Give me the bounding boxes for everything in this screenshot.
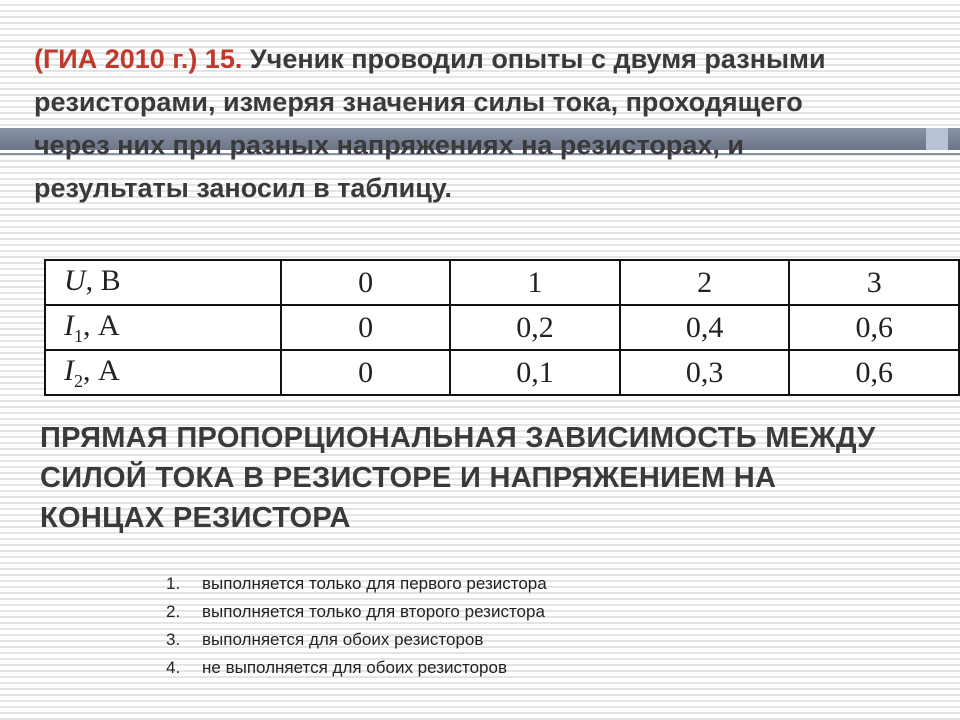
answer-option[interactable]	[166, 626, 547, 654]
table-row	[45, 260, 959, 305]
row-unit: , А	[83, 353, 120, 387]
row-header	[45, 305, 281, 350]
table-cell: 0,4	[620, 305, 790, 350]
question-text	[34, 38, 874, 210]
table-cell: 0,2	[450, 305, 620, 350]
decorative-square	[926, 128, 948, 150]
option-text: выполняется для обоих резисторов	[202, 630, 484, 649]
row-header	[45, 350, 281, 395]
option-text: выполняется только для первого резистора	[202, 574, 547, 593]
table-cell: 0,1	[450, 350, 620, 395]
option-number: 2.	[166, 602, 181, 621]
option-number: 1.	[166, 574, 181, 593]
question-source: (ГИА 2010 г.) 15.	[34, 44, 243, 74]
table-cell: 0	[281, 305, 450, 350]
row-symbol: I	[64, 308, 74, 342]
option-number: 4.	[166, 658, 181, 677]
statement-heading: ПРЯМАЯ ПРОПОРЦИОНАЛЬНАЯ ЗАВИСИМОСТЬ МЕЖДУ СИЛОЙ ТОКА В РЕЗИСТОРЕ И НАПРЯЖЕНИЕМ НА КОНЦАХ РЕЗИСТОРА	[40, 422, 876, 534]
option-text: не выполняется для обоих резисторов	[202, 658, 507, 677]
answer-option[interactable]	[166, 654, 547, 682]
option-number: 3.	[166, 630, 181, 649]
table-cell: 3	[789, 260, 959, 305]
measurements-table	[44, 259, 960, 396]
row-subscript: 2	[74, 370, 83, 391]
row-unit: , А	[83, 308, 120, 342]
answer-option[interactable]	[166, 598, 547, 626]
table-cell: 0	[281, 260, 450, 305]
table-cell: 0,6	[789, 350, 959, 395]
table-cell: 0	[281, 350, 450, 395]
table-cell: 2	[620, 260, 790, 305]
row-unit: , В	[85, 263, 121, 297]
row-header	[45, 260, 281, 305]
row-subscript: 1	[74, 325, 83, 346]
row-symbol: U	[64, 263, 86, 297]
table-cell: 1	[450, 260, 620, 305]
table-row	[45, 350, 959, 395]
table-cell: 0,3	[620, 350, 790, 395]
answer-options	[166, 570, 547, 682]
option-text: выполняется только для второго резистора	[202, 602, 545, 621]
table-cell: 0,6	[789, 305, 959, 350]
table-row	[45, 305, 959, 350]
question-body: Ученик проводил опыты с двумя разными резисторами, измеряя значения силы тока, проходящего через них при разных напряжениях на резисторах, и результаты заносил в таблицу.	[34, 44, 826, 203]
answer-option[interactable]	[166, 570, 547, 598]
row-symbol: I	[64, 353, 74, 387]
